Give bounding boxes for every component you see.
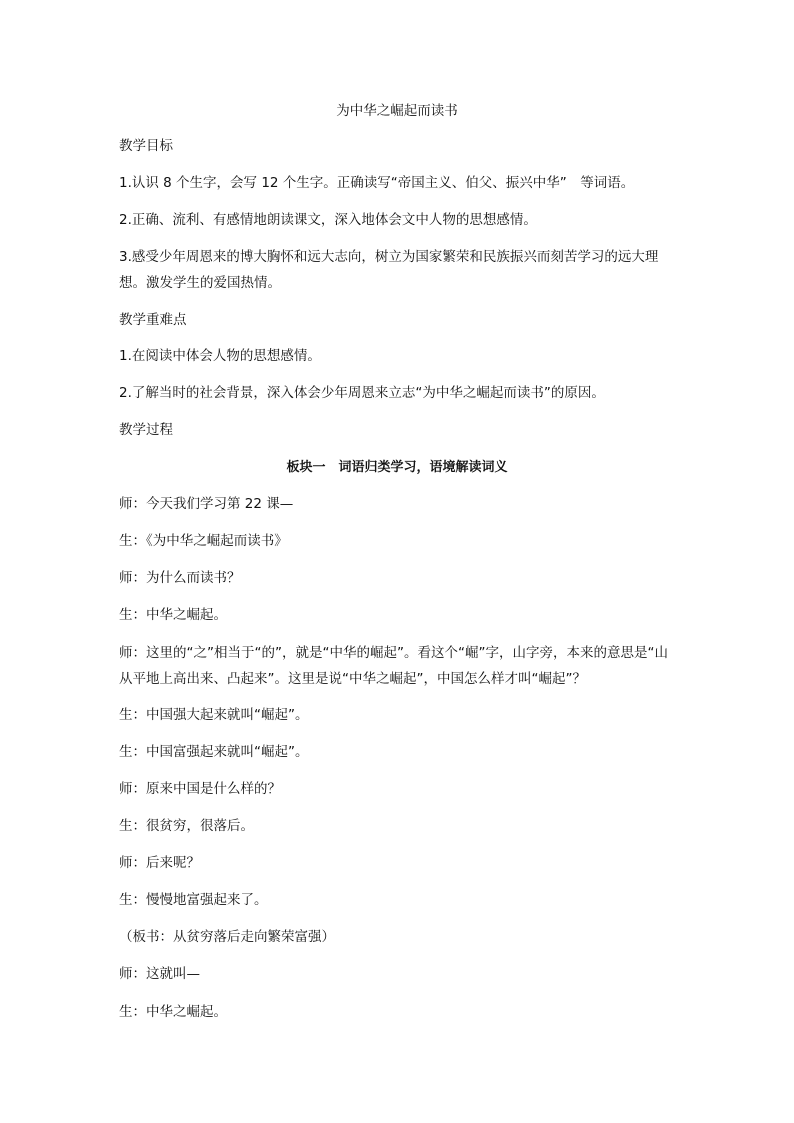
dialogue-line: 师：原来中国是什么样的？: [119, 781, 281, 797]
difficulty-item-2: 2.了解当时的社会背景，深入体会少年周恩来立志“为中华之崛起而读书”的原因。: [119, 385, 605, 401]
dialogue-line: 生：中国强大起来就叫“崛起”。: [119, 707, 309, 723]
dialogue-line: 师：今天我们学习第 22 课—: [119, 496, 294, 512]
difficulties-heading: 教学重难点: [119, 312, 187, 328]
dialogue-line: 生：中国富强起来就叫“崛起”。: [119, 744, 309, 760]
difficulty-item-1: 1.在阅读中体会人物的思想感情。: [119, 348, 321, 364]
goals-heading: 教学目标: [119, 138, 173, 154]
goal-item-1: 1.认识 8 个生字，会写 12 个生字。正确读写“帝国主义、伯父、振兴中华” 等词语。: [119, 175, 635, 191]
dialogue-line: 师：这里的“之”相当于“的”，就是“中华的崛起”。看这个“崛”字，山字旁，本来的意思是“山从平地上高出来、凸起来”。这里是说“中华之崛起”，中国怎么样才叫“崛起”？: [119, 645, 668, 687]
dialogue-line: 生：《为中华之崛起而读书》: [119, 533, 288, 549]
dialogue-line: 师：后来呢？: [119, 855, 200, 871]
dialogue-line: 生：中华之崛起。: [119, 1004, 227, 1020]
goal-item-2: 2.正确、流利、有感情地朗读课文，深入地体会文中人物的思想感情。: [119, 212, 537, 228]
dialogue-line: 师：这就叫—: [119, 966, 200, 982]
dialogue-line: 师：为什么而读书？: [119, 570, 241, 586]
dialogue-line: （板书：从贫穷落后走向繁荣富强）: [119, 929, 335, 945]
dialogue-line: 生：慢慢地富强起来了。: [119, 892, 268, 908]
document-title: 为中华之崛起而读书: [336, 103, 458, 119]
goal-item-3: 3.感受少年周恩来的博大胸怀和远大志向，树立为国家繁荣和民族振兴而刻苦学习的远大理想。激发学生的爱国热情。: [119, 249, 659, 291]
block-title: 板块一 词语归类学习，语境解读词义: [286, 460, 508, 475]
dialogue-line: 生：很贫穷，很落后。: [119, 818, 254, 834]
dialogue-line: 生：中华之崛起。: [119, 607, 227, 623]
process-heading: 教学过程: [119, 422, 173, 438]
